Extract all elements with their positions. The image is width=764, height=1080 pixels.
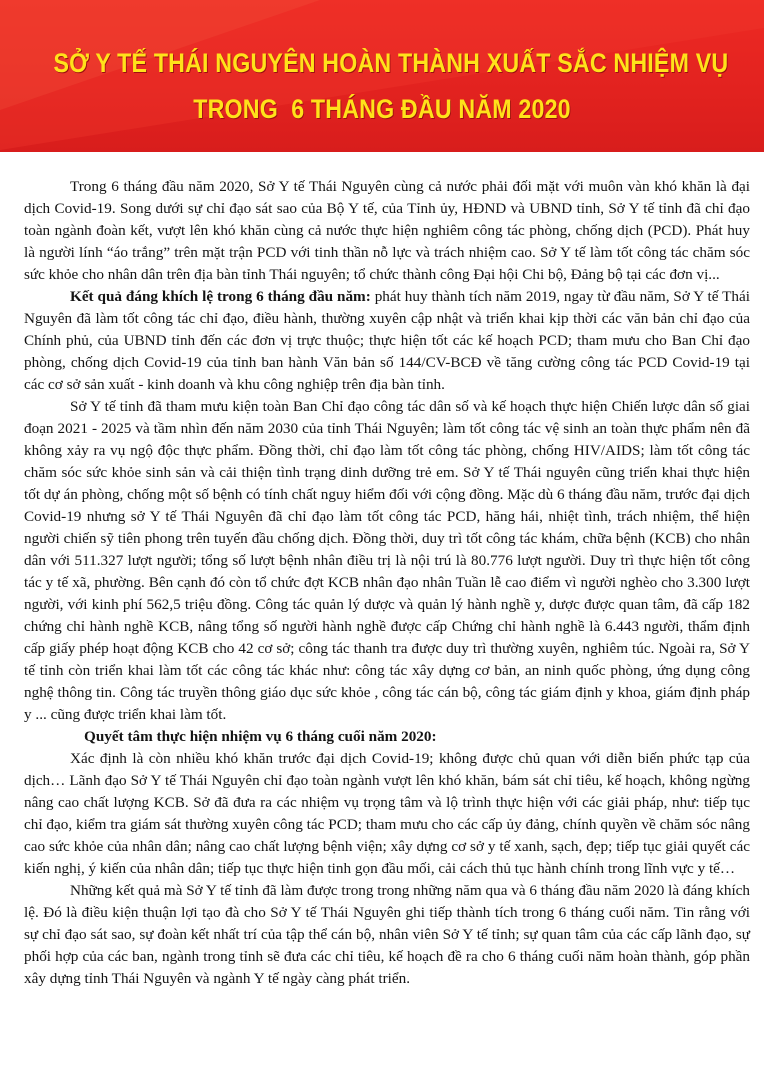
section-heading-tasks: Quyết tâm thực hiện nhiệm vụ 6 tháng cuối năm 2020: — [84, 728, 437, 745]
title-banner — [0, 0, 764, 152]
title-line-1: SỞ Y TẾ THÁI NGUYÊN HOÀN THÀNH XUẤT SẮC NHIỆM VỤ — [53, 48, 729, 78]
paragraph-results — [24, 286, 750, 396]
title-line-2: TRONG 6 THÁNG ĐẦU NĂM 2020 — [193, 94, 571, 124]
paragraph-activities: Sở Y tế tỉnh đã tham mưu kiện toàn Ban Chỉ đạo công tác dân số và kế hoạch thực hiện Chiến lược dân số giai đoạn 2021 - 2025 và tầm nhìn đến năm 2030 của tỉnh Thái Nguyên; làm tốt công tác vệ sinh an toàn thực phẩm nên đã không xảy ra vụ ngộ độc thực phẩm. Đồng thời, chỉ đạo làm tốt công tác phòng, chống HIV/AIDS; làm tốt công tác chăm sóc sức khỏe sinh sản và cải thiện tình trạng dinh dưỡng trẻ em. Sở Y tế Thái nguyên cũng triển khai thực hiện tốt dự án phòng, chống một số bệnh có tính chất nguy hiểm đối với cộng đồng. Mặc dù 6 tháng đầu năm, trước đại dịch Covid-19 nhưng sở Y tế Thái Nguyên đã chỉ đạo làm tốt công tác PCD, hăng hái, nhiệt tình, trách nhiệm, thể hiện người chiến sỹ tiên phong trên tuyến đầu chống dịch. Đồng thời, duy trì tốt công tác khám, chữa bệnh (KCB) cho nhân dân với 511.327 lượt người; tổng số lượt bệnh nhân điều trị là nội trú là 80.776 lượt người. Duy trì thực hiện tốt công tác y tế xã, phường. Bên cạnh đó còn tổ chức đợt KCB nhân đạo nhân Tuần lễ cao điểm vì người nghèo cho 3.300 lượt người, với kinh phí 562,5 triệu đồng. Công tác quản lý dược và quản lý hành nghề y, dược được quan tâm, đã cấp 182 chứng chỉ hành nghề KCB, nâng tổng số người hành nghề được cấp Chứng chỉ hành nghề là 6.443 người, thẩm định cấp giấy phép hoạt động KCB cho 42 cơ sở; công tác thanh tra được duy trì thường xuyên, nghiêm túc. Ngoài ra, Sở Y tế tỉnh còn triển khai làm tốt các công tác khác như: công tác xây dựng cơ bản, an ninh quốc phòng, ứng dụng công nghệ thông tin. Công tác truyền thông giáo dục sức khỏe , công tác cán bộ, công tác giám định y khoa, giám định pháp y ... cũng được triển khai làm tốt. — [24, 398, 750, 723]
paragraph-tasks: Xác định là còn nhiều khó khăn trước đại dịch Covid-19; không được chủ quan với diễn biến phức tạp của dịch… Lãnh đạo Sở Y tế Thái Nguyên chỉ đạo toàn ngành vượt lên khó khăn, bám sát chỉ tiêu, kế hoạch, không ngừng nâng cao chất lượng KCB. Sở đã đưa ra các nhiệm vụ trọng tâm và lộ trình thực hiện với các giải pháp, như: tiếp tục chỉ đạo, kiểm tra giám sát thường xuyên công tác PCD; tham mưu cho các cấp ủy đảng, chính quyền về chăm sóc nâng cao sức khỏe của nhân dân; nâng cao chất lượng bệnh viện; xây dựng cơ sở y tế xanh, sạch, đẹp; tiếp tục giải quyết các kiến nghị, ý kiến của nhân dân; tiếp tục thực hiện tinh gọn đầu mối, cải cách thủ tục hành chính trong lĩnh vực y tế… — [24, 750, 750, 877]
paragraph-results-body: phát huy thành tích năm 2019, ngay từ đầu năm, Sở Y tế Thái Nguyên đã làm tốt công tác chỉ đạo, điều hành, thường xuyên cập nhật và triển khai kịp thời các văn bản chỉ đạo của Chính phủ, của UBND tỉnh đến các đơn vị trực thuộc; thực hiện tốt các kế hoạch PCD; tham mưu cho Ban Chỉ đạo phòng, chống dịch Covid-19 của tỉnh ban hành Văn bản số 144/CV-BCĐ về tăng cường công tác PCD Covid-19 tại các cơ sở sản xuất - kinh doanh và khu công nghiệp trên địa bàn tỉnh. — [24, 288, 750, 393]
page-title — [53, 40, 729, 132]
paragraph-results-lead: Kết quả đáng khích lệ trong 6 tháng đầu năm: — [70, 288, 371, 305]
paragraph-intro: Trong 6 tháng đầu năm 2020, Sở Y tế Thái Nguyên cùng cả nước phải đối mặt với muôn vàn khó khăn là đại dịch Covid-19. Song dưới sự chỉ đạo sát sao của Bộ Y tế, của Tỉnh ủy, HĐND và UBND tỉnh, Sở Y tế tỉnh đã chỉ đạo toàn ngành đoàn kết, vượt lên khó khăn cùng cả nước thực hiện nghiêm công tác phòng, chống dịch (PCD). Phát huy là người lính “áo trắng” trên mặt trận PCD với tinh thần nỗ lực và trách nhiệm cao. Sở Y tế làm tốt công tác chăm sóc sức khỏe cho nhân dân trên địa bàn tỉnh Thái nguyên; tổ chức thành công Đại hội Chi bộ, Đảng bộ tại các đơn vị... — [24, 178, 750, 283]
article-body — [24, 176, 750, 990]
paragraph-conclusion: Những kết quả mà Sở Y tế tỉnh đã làm được trong trong những năm qua và 6 tháng đầu năm 2020 là đáng khích lệ. Đó là điều kiện thuận lợi tạo đà cho Sở Y tế Thái Nguyên ghi tiếp thành tích trong 6 tháng cuối năm. Tin rằng với sự chỉ đạo sát sao, sự đoàn kết nhất trí của tập thể cán bộ, nhân viên Sở Y tế tỉnh; sự quan tâm của các cấp lãnh đạo, sự phối hợp của các ban, ngành trong tỉnh sẽ đưa các chỉ tiêu, kế hoạch đề ra cho 6 tháng cuối năm hoàn thành, góp phần xây dựng tỉnh Thái Nguyên và ngành Y tế ngày càng phát triển. — [24, 882, 750, 987]
